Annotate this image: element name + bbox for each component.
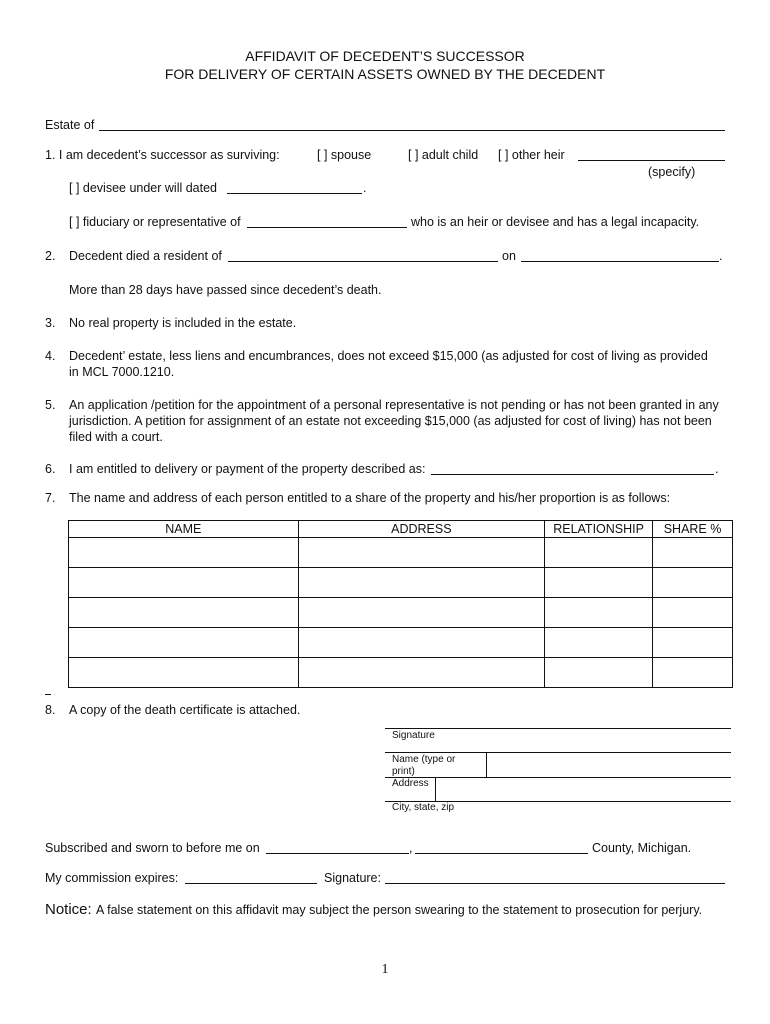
table-row <box>69 658 733 688</box>
item6-number: 6. <box>45 462 56 476</box>
address-cell[interactable] <box>298 658 545 688</box>
relationship-cell[interactable] <box>545 568 653 598</box>
address-line[interactable] <box>385 777 731 778</box>
relationship-cell[interactable] <box>545 628 653 658</box>
item7-number: 7. <box>45 491 56 505</box>
item8-text: A copy of the death certificate is attached. <box>69 703 301 717</box>
notice-label: Notice: <box>45 901 92 918</box>
item8-number: 8. <box>45 703 56 717</box>
sworn-date-field[interactable] <box>266 841 409 854</box>
other-heir-specify-field[interactable] <box>578 148 725 161</box>
name-caption-line2: print) <box>392 766 415 777</box>
share-column-header: SHARE % <box>653 521 733 538</box>
table-header-row <box>69 521 733 538</box>
form-title-line1: AFFIDAVIT OF DECEDENT’S SUCCESSOR <box>245 48 525 64</box>
name-cell[interactable] <box>69 598 299 628</box>
specify-caption: (specify) <box>648 165 696 179</box>
address-cell[interactable] <box>298 598 545 628</box>
address-cell[interactable] <box>298 568 545 598</box>
address-column-header: ADDRESS <box>298 521 545 538</box>
item3-number: 3. <box>45 316 56 330</box>
stray-mark <box>45 694 51 695</box>
signature-line[interactable] <box>385 728 731 729</box>
share-cell[interactable] <box>653 568 733 598</box>
address-cell[interactable] <box>298 538 545 568</box>
notary-signature-field[interactable] <box>385 871 725 884</box>
item1-lead: 1. I am decedent’s successor as surviving: <box>45 148 280 162</box>
item2-text: Decedent died a resident of <box>69 249 222 263</box>
estate-name-field[interactable] <box>99 118 725 131</box>
other-heir-checkbox[interactable]: [ ] other heir <box>498 148 565 162</box>
item5-line2: jurisdiction. A petition for assignment of an estate not exceeding $15,000 (as adjusted for cost of living) has not been <box>69 414 712 428</box>
relationship-cell[interactable] <box>545 598 653 628</box>
county-field[interactable] <box>415 841 588 854</box>
name-cell[interactable] <box>69 568 299 598</box>
item5-line3: filed with a court. <box>69 430 163 444</box>
fiduciary-of-field[interactable] <box>247 215 407 228</box>
item2-on-label: on <box>502 249 516 263</box>
notice-text: A false statement on this affidavit may subject the person swearing to the statement to prosecution for perjury. <box>96 903 703 917</box>
sworn-label: Subscribed and sworn to before me on <box>45 841 260 855</box>
relationship-column-header: RELATIONSHIP <box>545 521 653 538</box>
item7-text: The name and address of each person entitled to a share of the property and his/her proportion is as follows: <box>69 491 671 505</box>
table-row <box>69 598 733 628</box>
item6-text: I am entitled to delivery or payment of the property described as: <box>69 462 426 476</box>
name-caption-line1: Name (type or <box>392 754 456 765</box>
relationship-cell[interactable] <box>545 658 653 688</box>
item2-number: 2. <box>45 249 56 263</box>
heirs-table <box>68 520 733 688</box>
name-cell[interactable] <box>69 658 299 688</box>
item3-text: No real property is included in the estate. <box>69 316 297 330</box>
item4-number: 4. <box>45 349 56 363</box>
page-number: 1 <box>381 962 389 977</box>
commission-expires-label: My commission expires: <box>45 871 179 885</box>
name-cell[interactable] <box>69 628 299 658</box>
fiduciary-tail: who is an heir or devisee and has a legal incapacity. <box>411 215 700 229</box>
signature-caption: Signature <box>392 730 435 741</box>
share-cell[interactable] <box>653 538 733 568</box>
commission-expires-field[interactable] <box>185 871 317 884</box>
share-cell[interactable] <box>653 598 733 628</box>
item4-line1: Decedent’ estate, less liens and encumbrances, does not exceed $15,000 (as adjusted for cost of living as provided <box>69 349 708 363</box>
table-row <box>69 568 733 598</box>
devisee-checkbox[interactable]: [ ] devisee under will dated <box>69 181 218 195</box>
address-cell[interactable] <box>298 628 545 658</box>
death-date-field[interactable] <box>521 249 719 262</box>
share-cell[interactable] <box>653 658 733 688</box>
notary-signature-label: Signature: <box>324 871 381 885</box>
residence-field[interactable] <box>228 249 498 262</box>
address-caption: Address <box>392 778 429 789</box>
county-label: County, Michigan. <box>592 841 692 855</box>
table-row <box>69 538 733 568</box>
city-caption: City, state, zip <box>392 802 455 813</box>
name-column-header: NAME <box>69 521 299 538</box>
form-title-line2: FOR DELIVERY OF CERTAIN ASSETS OWNED BY THE DECEDENT <box>164 66 606 82</box>
spouse-checkbox[interactable]: [ ] spouse <box>317 148 372 162</box>
item4-line2: in MCL 7000.1210. <box>69 365 175 379</box>
item5-line1: An application /petition for the appointment of a personal representative is not pending or has not been granted in any <box>69 398 719 412</box>
relationship-cell[interactable] <box>545 538 653 568</box>
share-cell[interactable] <box>653 628 733 658</box>
table-row <box>69 628 733 658</box>
property-description-field[interactable] <box>431 462 714 475</box>
days-passed-text: More than 28 days have passed since decedent’s death. <box>69 283 382 297</box>
item5-number: 5. <box>45 398 56 412</box>
estate-label: Estate of <box>45 118 95 132</box>
fiduciary-checkbox[interactable]: [ ] fiduciary or representative of <box>69 215 241 229</box>
name-cell[interactable] <box>69 538 299 568</box>
will-date-field[interactable] <box>227 181 362 194</box>
name-line[interactable] <box>385 752 731 753</box>
adult-child-checkbox[interactable]: [ ] adult child <box>408 148 479 162</box>
